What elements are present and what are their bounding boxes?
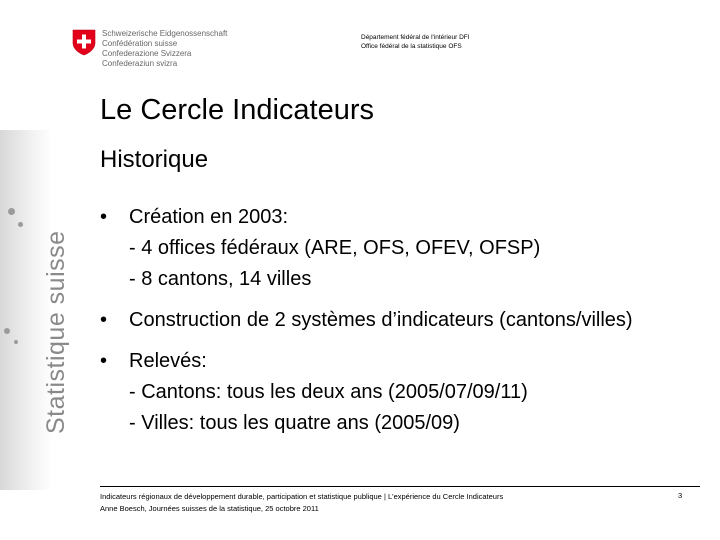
sidebar-label: Statistique suisse — [42, 230, 70, 434]
bullet-mark: • — [100, 206, 108, 228]
footer-line-2: Anne Boesch, Journées suisses de la statistique, 25 octobre 2011 — [100, 504, 319, 513]
confederation-name-fr: Confédération suisse — [102, 39, 178, 48]
confederation-name-rm: Confederaziun svizra — [102, 59, 178, 68]
bullet-mark: • — [100, 350, 108, 372]
footer — [100, 491, 503, 515]
confederation-name-de: Schweizerische Eidgenossenschaft — [102, 29, 228, 38]
sub-item: - 8 cantons, 14 villes — [129, 268, 312, 290]
slide-title: Le Cercle Indicateurs — [100, 94, 375, 126]
department-name: Département fédéral de l'intérieur DFI — [361, 34, 470, 41]
page-number: 3 — [678, 491, 683, 500]
sub-item: - Villes: tous les quatre ans (2005/09) — [129, 412, 460, 434]
confederation-names — [102, 29, 227, 69]
bullet-item — [100, 346, 700, 377]
bullet-item — [100, 305, 700, 336]
bullet-text: Relevés: — [129, 350, 207, 372]
office-name: Office fédéral de la statistique OFS — [361, 43, 462, 50]
bullet-text: Construction de 2 systèmes d’indicateurs (cantons/villes) — [129, 309, 633, 331]
sub-item: - 4 offices fédéraux (ARE, OFS, OFEV, OFSP) — [129, 237, 541, 259]
footer-line-1: Indicateurs régionaux de développement durable, participation et statistique publique | L'expérience du Cercle Indicateurs — [100, 492, 504, 501]
bullet-item — [100, 202, 700, 233]
slide-content — [100, 202, 700, 439]
bullet-mark: • — [100, 309, 108, 331]
sub-item: - Cantons: tous les deux ans (2005/07/09/11) — [129, 381, 528, 403]
footer-divider — [100, 486, 700, 487]
confederation-name-it: Confederazione Svizzera — [102, 49, 192, 58]
department-info — [361, 33, 470, 51]
bullet-text: Création en 2003: — [129, 206, 289, 228]
slide-subtitle: Historique — [100, 146, 209, 173]
swiss-cross-shield-icon — [70, 28, 98, 56]
